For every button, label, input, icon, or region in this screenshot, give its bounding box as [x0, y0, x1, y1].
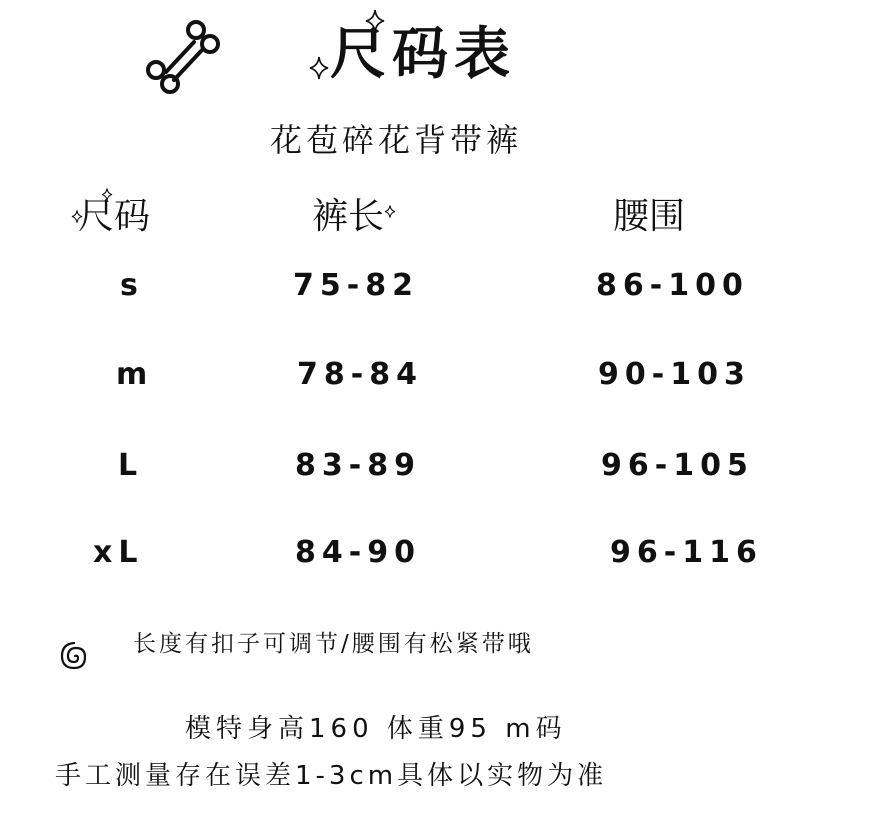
model-info: 模特身高160 体重95 m码 — [185, 714, 567, 744]
table-cell-length: 75-82 — [293, 268, 419, 303]
table-cell-waist: 96-105 — [601, 448, 754, 483]
sparkle-icon — [385, 205, 395, 218]
table-cell-length: 84-90 — [295, 535, 421, 570]
table-cell-size: xL — [93, 535, 144, 570]
bone-icon — [142, 16, 222, 98]
table-cell-size: m — [116, 357, 154, 392]
product-name: 花苞碎花背带裤 — [270, 121, 523, 159]
sparkle-icon — [72, 210, 82, 223]
page-title: 尺码表 — [330, 22, 516, 87]
table-cell-length: 83-89 — [295, 448, 421, 483]
header-waist: 腰围 — [613, 196, 686, 237]
adjustment-note: 长度有扣子可调节/腰围有松紧带哦 — [133, 631, 534, 657]
header-length: 裤长 — [312, 196, 385, 237]
table-cell-length: 78-84 — [297, 357, 423, 392]
table-cell-size: s — [120, 268, 144, 303]
table-cell-size: L — [118, 448, 144, 483]
table-cell-waist: 86-100 — [596, 268, 749, 303]
header-size: 尺码 — [78, 196, 151, 237]
measurement-disclaimer: 手工测量存在误差1-3cm具体以实物为准 — [55, 761, 608, 791]
spiral-icon — [60, 640, 90, 672]
table-cell-waist: 96-116 — [610, 535, 763, 570]
sparkle-icon — [102, 188, 112, 201]
table-cell-waist: 90-103 — [598, 357, 751, 392]
sparkle-icon — [310, 57, 328, 79]
